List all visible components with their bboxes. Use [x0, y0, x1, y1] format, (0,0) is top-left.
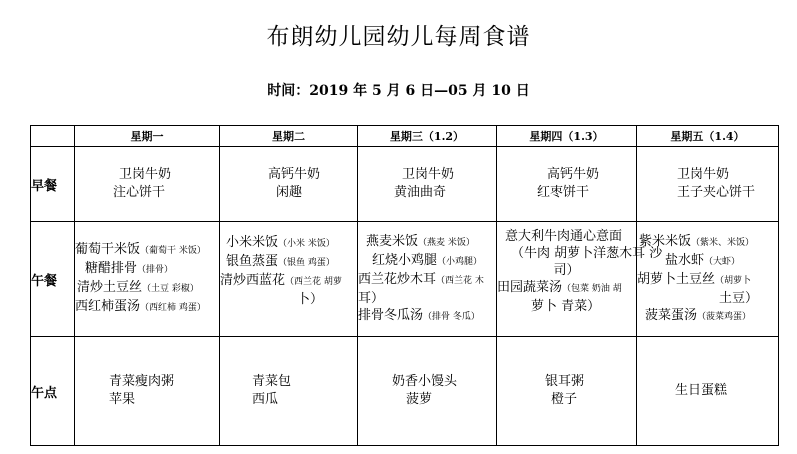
lunch-cell-wed [358, 222, 497, 337]
menu-item [358, 307, 496, 326]
ingredients: （小米 米饭） [278, 239, 335, 249]
menu-item [75, 279, 219, 298]
snack-cell-thu [497, 337, 637, 446]
menu-item: 闲趣 [276, 185, 303, 200]
ingredients: （牛肉 胡萝卜洋葱木耳 沙 [511, 246, 663, 261]
lunch-row [31, 222, 779, 337]
ingredients: （紫米、米饭） [691, 237, 755, 248]
menu-item: 奶香小馒头 [392, 374, 458, 389]
lunch-cell-mon [75, 222, 220, 337]
snack-cell-fri [637, 337, 779, 446]
menu-item [637, 271, 778, 290]
menu-item [220, 253, 357, 272]
menu-item: 卫岗牛奶 [119, 167, 172, 182]
snack-cell-wed [358, 337, 497, 446]
menu-item [358, 252, 496, 271]
menu-item: 高钙牛奶 [268, 167, 321, 182]
dish-name: 紫米米饭 [639, 233, 692, 249]
date-range: 时间：2019 年 5 月 6 日—05 月 10 日 [267, 83, 530, 99]
ingredients: （胡萝卜 [715, 275, 752, 286]
menu-item [637, 307, 778, 326]
ingredients: （菠菜鸡蛋） [697, 311, 752, 322]
menu-item [75, 260, 219, 279]
dish-name: 田园蔬菜汤 [497, 280, 563, 295]
menu-item: 王子夹心饼干 [677, 185, 756, 200]
day-header-mon: 星期一 [75, 126, 220, 147]
breakfast-row [31, 147, 779, 222]
ingredients: （西红柿 鸡蛋） [140, 303, 206, 313]
dish-name: 盐水虾 [665, 252, 705, 268]
menu-item: 青菜包 [252, 374, 292, 389]
ingredients: （大虾） [704, 256, 741, 267]
menu-item: 橙子 [551, 392, 578, 407]
menu-item [497, 228, 636, 245]
menu-item: 注心饼干 [113, 185, 166, 200]
ingredients-continued: 卜） [296, 292, 323, 307]
header-row [31, 126, 779, 147]
dish-name: 银鱼蒸蛋 [226, 254, 279, 269]
lunch-cell-thu [497, 222, 663, 337]
breakfast-cell-wed [358, 147, 497, 222]
dish-name: 胡萝卜土豆丝 [637, 271, 716, 287]
dish-name: 燕麦米饭 [366, 233, 419, 249]
day-header-wed: 星期三（1.2） [358, 126, 497, 147]
lunch-cell-fri [637, 222, 779, 337]
dish-name: 糖醋排骨 [85, 261, 138, 276]
dish-name: 菠菜蛋汤 [645, 307, 698, 323]
menu-item: 西瓜 [252, 392, 279, 407]
ingredients: （西兰花 木 [436, 275, 484, 286]
page-title: 布朗幼儿园幼儿每周食谱 [266, 24, 531, 50]
lunch-cell-tue [220, 222, 358, 337]
ingredients: （西兰花 胡萝 [285, 277, 342, 287]
menu-item: 生日蛋糕 [675, 383, 728, 398]
menu-item [220, 234, 357, 253]
breakfast-cell-thu [497, 147, 637, 222]
menu-item [358, 233, 496, 252]
ingredients-continued: 司） [553, 263, 580, 278]
menu-item [497, 279, 636, 298]
menu-item: 苹果 [109, 392, 136, 407]
corner-cell [31, 126, 75, 147]
dish-name: 小米米饭 [226, 235, 279, 250]
dish-name: 意大利牛肉通心意面 [505, 229, 623, 244]
day-header-fri: 星期五（1.4） [637, 126, 779, 147]
ingredients: （葡萄干 米饭） [140, 246, 206, 256]
ingredients: （排骨） [137, 265, 174, 275]
menu-item [75, 298, 219, 317]
menu-item: 银耳粥 [545, 374, 585, 389]
dish-name: 清炒西蓝花 [220, 273, 286, 288]
ingredients: （土豆 彩椒） [142, 284, 199, 294]
menu-item [358, 271, 496, 290]
ingredients: （银鱼 鸡蛋） [278, 258, 335, 268]
dish-name: 西红柿蛋汤 [75, 299, 141, 314]
ingredients: （小鸡腿） [437, 256, 483, 267]
menu-item: 卫岗牛奶 [402, 167, 455, 182]
dish-name: 西兰花炒木耳 [358, 271, 437, 287]
ingredients-continued: 耳） [358, 290, 385, 306]
menu-item: 黄油曲奇 [394, 185, 447, 200]
ingredients-continued: 萝卜 青菜） [531, 299, 601, 314]
ingredients: （包菜 奶油 胡 [562, 284, 622, 294]
ingredients: （燕麦 米饭） [418, 237, 475, 248]
snack-cell-tue [220, 337, 358, 446]
breakfast-cell-fri [637, 147, 779, 222]
menu-item: 卫岗牛奶 [677, 167, 730, 182]
dish-name: 葡萄干米饭 [75, 242, 141, 257]
snack-cell-mon [75, 337, 220, 446]
dish-name: 清炒土豆丝 [77, 280, 143, 295]
ingredients: （排骨 冬瓜） [423, 311, 480, 322]
ingredients-continued: 土豆） [718, 290, 758, 306]
menu-item [75, 241, 219, 260]
menu-item: 青菜瘦肉粥 [109, 374, 175, 389]
day-header-thu: 星期四（1.3） [497, 126, 637, 147]
menu-item [637, 233, 778, 252]
menu-item [220, 272, 357, 291]
meal-label-snack: 午点 [31, 337, 75, 446]
meal-label-breakfast: 早餐 [31, 147, 75, 222]
snack-row [31, 337, 779, 446]
breakfast-cell-tue [220, 147, 358, 222]
menu-item: 高钙牛奶 [547, 167, 600, 182]
menu-item: 红枣饼干 [537, 185, 590, 200]
meal-label-lunch: 午餐 [31, 222, 75, 337]
dish-name: 排骨冬瓜汤 [358, 307, 424, 323]
day-header-tue: 星期二 [220, 126, 358, 147]
menu-item: 菠萝 [406, 392, 433, 407]
breakfast-cell-mon [75, 147, 220, 222]
weekly-menu-table [30, 125, 779, 446]
dish-name: 红烧小鸡腿 [372, 252, 438, 268]
